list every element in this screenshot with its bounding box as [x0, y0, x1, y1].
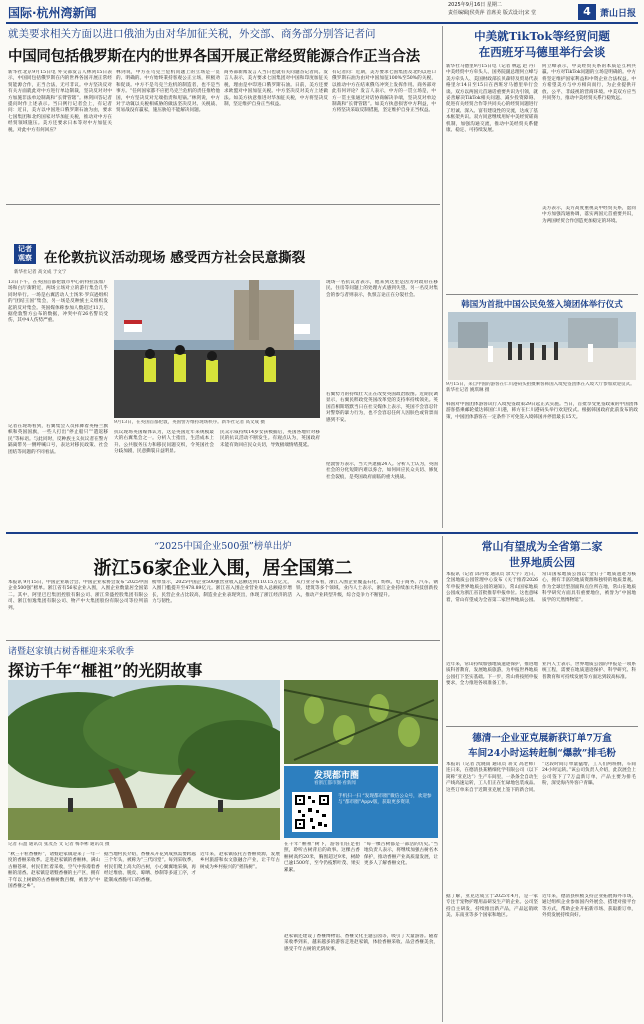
torreya-tree-photo	[8, 680, 280, 840]
zhuji-pre-title: 诸暨赵家镇古树香榧迎来采收季	[8, 647, 135, 657]
tiktok-title-1: 中美就TikTok等经贸问题	[474, 29, 610, 43]
zj500-pre-title: “2025中国企业500强”榜单出炉	[154, 541, 292, 552]
divider	[446, 294, 638, 295]
qr-text: 手机扫一扫 “发现都市圈”微信公众号，欢迎参与“都市圈”Appv版，获取更多资讯	[338, 794, 432, 806]
qr-title: 发现都市圈	[314, 771, 360, 781]
protest-col-3: 抗议现场英国媒体认为，这是英国近年来规模最大的右翼集会之一。分析人士指出，生活成本上升、公共服务压力和移民问题交织，令英国社会分歧加剧，民意撕裂日益明显。	[114, 430, 214, 455]
column-tag	[14, 244, 36, 264]
tiktok-col-1: 新华社马德里9月15日电（记者 林远 赵 丹）中美经贸中方牵头人、国务院副总理何立峰与美方牵头人、美国财政部长贝森特及贸易代表格里尔14日至15日在西班牙马德里举行会谈。双方以两国元首通话重要共识为引领，就妥善解决TikTok相关问题、减少投资障碍、促进有关经贸合作等共同关心的经贸问题进行了坦诚、深入、富有建设性的交流，达成了基本框架共识。双方同意继续用好中美经贸磋商机制，加强沟通交流，推动中美经贸关系健康、稳定、可持续发展。	[446, 64, 538, 134]
tag-line-2: 观察	[18, 254, 32, 262]
tiktok-col-3: 美方表示，美方高度重视美中经贸关系，愿同中方加强沟通协调，落实两国元首重要共识，为两国经贸合作创造更加稳定的环境。	[542, 206, 636, 224]
qr-subtitle: 看浙江都市圈·看新闻	[314, 781, 356, 786]
lead-col-1: 新华社北京9月15日电 外交部发言人林剑15日表示，中国同包括俄罗斯在内的世界各国开展正常经贸能源合作，正当合法，无可非议。中方坚决反对有关方面就此对中方进行单边制裁，坚决反对对中方加施非法单边制裁和“长臂管辖”。林剑回答记者提问时作上述表示。当日例行记者会上，有记者问：近日，美方以中国进口俄罗斯石油为由，要求七国集团和北约国家对华加征关税，推动对中方在经贸领域施压。美方还要求日本等对中方加征关税。对此中方有何回应？	[8, 70, 112, 133]
divider	[446, 726, 638, 727]
page-number: 4	[578, 4, 596, 20]
deqing-col-4: 近年来，德清县积极支持企业拓展海外市场，通过组织企业参加国内外展会、搭建对接平台等方式，帮助企业开拓新市场、获取新订单，外贸发展持续向好。	[542, 894, 636, 919]
changshan-col-3: 近年来，常山持续加强地质遗迹保护，推进地质科普教育，发展地质旅游，为申报世界地质公园打下坚实基础。下一步，常山将按照申报要求，全力推进各项准备工作。	[446, 662, 538, 687]
deqing-title-1: 德清一企业亚克展新获订单7万盒	[472, 733, 612, 744]
zj500-col-1: 本报讯 9月15日，中国企业联合会、中国企业家协会发布“2025中国企业500强”榜单。浙江省有56家企业入围，入围企业数量居全国第二。其中，阿里巴巴集团控股有限公司、浙江荣盛控股集团有限公司、浙江恒逸集团有限公司、物产中大集团股份有限公司等位列前列。	[8, 580, 148, 611]
korea-title: 韩国为首批中国公民免签入境团体举行仪式	[461, 300, 623, 310]
section-rule	[6, 532, 638, 534]
column-divider	[442, 536, 443, 1022]
korea-ceremony-photo	[448, 312, 636, 380]
zhuji-col-1: “秋三千粒香榧籽”，诸暨赵家镇迎来了一年一度的香榧采收季。走进赵家镇的香榧林，满山古榧苍翠，村民们忙着采收，空气中弥漫着香榧的清香。赵家镇是诸暨香榧的主产区，拥有千年以上树龄的古香榧树数百棵，被誉为“中国香榧之乡”。	[8, 852, 100, 890]
changshan-title-1: 常山有望成为全省第二家	[481, 540, 603, 553]
tiktok-col-2: 何立峰表示，中美经贸关系的本质是互利共赢。中方对TikTok问题的立场是明确的。中方将坚定维护国家利益和中资企业合法权益。中方希望美方与中方相向而行，为企业提供开放、公平、非歧视的营商环境。中美双方应当共同努力，推动中美经贸关系行稳致远。	[542, 64, 636, 102]
column-divider	[442, 26, 443, 528]
header-rule	[6, 22, 638, 24]
section-title: 国际·杭州湾新闻	[8, 6, 97, 20]
divider	[6, 204, 440, 205]
deqing-col-3: 据了解，亚克达成立于2025年4月，是一家专注于宠物护理用品研发生产的企业。公司坚持自主研发，持续推出新产品，产品远销欧美、东南亚等多个国家和地区。	[446, 894, 538, 919]
zhuji-col-5: “每一棵古树都是一部活的历史。”当地负责人表示，将继续加强古树名木保护，推动香榧产业高质量发展，让更多人了解香榧文化。	[364, 842, 438, 867]
lead-col-2: 林剑说，中方在乌克兰危机问题上的立场是一贯的、明确的。中方始终秉持客观公正立场，积极劝和促谈。中方不是乌克兰危机的制造者，也不是当事方。“任何国家都不应把乌克兰危机的责任推给他国，中方坚决反对无端指责和甩锅。”林剑说，中方对于动辄以关税相威胁的做法坚决反对。关税战、贸易战没有赢家，施压胁迫不能解决问题。	[116, 70, 220, 114]
tiktok-title-2: 在西班牙马德里举行会谈	[478, 45, 606, 59]
zhuji-col-4: 在千年“榧祖”树下，游客们驻足拍照，聆听古树背后的故事。这棵古香榧树高约20米，胸围超过9米，树龄已逾1500年，至今仍枝繁叶茂、果实累累。	[284, 842, 360, 873]
lead-pre-title: 就美要求相关方面以进口俄油为由对华加征关税，外交部、商务部分别答记者问	[8, 28, 376, 40]
divider	[6, 640, 440, 641]
korea-text: 韩国对中国团体游客试行入境免签政策29日起正式实施。当日，首批享受免签政策的中国团体游客搭乘邮轮抵达韩国仁川港，韩方在仁川港码头举行欢迎仪式。根据韩国政府此前发布的政策，中国团体游客在一定条件下可免签入境韩国并停留最长15天。	[446, 402, 638, 420]
protest-col-6: 右翼势力的持续壮大正在改变英国政治版图。近期民调显示，右翼民粹政党英国改革党的支持率持续领先。英国首相斯塔默当日在社交媒体上表示，英国不会容忍针对警察的暴力行为，也不会容忍任何人因肤色或背景而感到不安。	[326, 392, 438, 423]
masthead-logo: 萧山日报	[600, 9, 637, 19]
changshan-col-4: 业内人士表示，世界地质公园的申报是一项系统工程，需要在地质遗迹保护、科学研究、科普教育和可持续发展等方面达到较高标准。	[542, 662, 636, 680]
zhuji-col-3: 近年来，赵家镇依托古香榧资源，发展乡村旅游和农文旅融合产业，让千年古树成为乡村振兴的“摇钱树”。	[200, 852, 280, 870]
zj500-title: 浙江56家企业入围，居全国第二	[93, 558, 353, 579]
deqing-col-1: 本报讯（记者 沈晓雨 通讯员 蒋文 高老师）连日来，在德清县某精细化学有限公司（以下简称“亚克达”）生产车间里，一条条全自动生产线高速运转，工人们正在忙碌地包装成品。这些订单来自于近期亚克展上签下的新合同。	[446, 762, 538, 793]
changshan-title-2: 世界地质公园	[509, 556, 575, 569]
zhuji-title: 探访千年“榧祖”的光阴故事	[8, 661, 203, 680]
deqing-col-2: “这段时间订单量猛增，工人们两班倒，车间24小时运转。”该公司负责人介绍，此次展会上公司签下了7万盒新订单，产品主要为排毛粉，深受海内外客户青睐。	[542, 762, 636, 787]
deqing-title-2: 车间24小时运转赶制“爆款”排毛粉	[468, 748, 616, 759]
torreya-nuts-photo	[284, 680, 438, 764]
header-date: 2025年9月16日 星期二	[448, 2, 502, 8]
qr-code[interactable]	[292, 792, 332, 832]
protest-byline: 新华社记者 高文成 于文宁	[14, 270, 67, 275]
lead-col-3: 商务部新闻发言人当日也就有关问题答记者问。发言人表示，美方要求七国集团对中国和印度加征关税，理由是中印进口俄罗斯石油。日前，美方还要求欧盟对中国加征关税。中方坚决反对美方上述做法。如美方执意推进对华加征关税，中方将坚决反制，坚定维护自身正当权益。	[224, 70, 328, 108]
protest-col-4: 民众示威持续14岁女孩被捕后，英国各地针对移民的抗议活动不断发生。有观点认为，英国政府未能有效回应民众关切，导致极端情绪蔓延。	[220, 430, 320, 448]
lead-title: 中国同包括俄罗斯在内的世界各国开展正常经贸能源合作正当合法	[8, 48, 420, 65]
tag-line-1: 记者	[18, 245, 32, 253]
protest-photo-caption: 9月13日，在英国首都伦敦，英国警方维持现场秩序。新华社记者 高文成 摄	[114, 420, 265, 425]
zj500-col-2: 榜单显示，2025中国企业500强营业收入总额达到110.15万亿元，入围门槛提升至478.89亿元。浙江省入围企业营业收入总额稳步增长，民营企业占比较高，制造业企业表现突出，体现了浙江经济的活力与韧性。	[152, 580, 292, 605]
lead-col-4: 有记者问：近期，美方要求七国集团及北约以进口俄罗斯石油为由对中国加征100%至50%的关税，以推动中方在结束俄乌冲突上发挥作用。商务部对此有何评论？发言人表示，中方的一贯立场是，中方一贯主张通过对话协商解决争端，坚决反对单边制裁和“长臂管辖”。如美方执意损害中方利益，中方将坚决采取反制措施，坚定维护自身正当权益。	[332, 70, 436, 114]
changshan-col-2: 常山国家地质公园以“金钉子”地质遗迹为核心，拥有丰富的地质资源和独特的地质景观。作为全球层型剖面和点位所在地，常山在地质科学研究方面具有重要地位，被誉为“中国地质学的天然博物馆”。	[542, 572, 636, 603]
protest-col-1: 13日下午，在英国首都伦敦市中心的特拉法加广场和白厅街附近，两场立场对立的游行集会几乎同时举行。一场是右翼活动人士汤米·罗宾逊组织的“团结王国”集会，另一场是反种族主义组织发起的反对集会。英国媒体称参加人数超过11万。据伦敦警方公布的数据，冲突中有26名警员受伤，其中4人伤势严重。	[8, 280, 108, 324]
header-editors: 责任编辑|侯英萍 首席美 版式设计|宋 堂	[448, 10, 537, 16]
korea-photo-caption: 9月15日，来自中国的游客在仁川港码头拍摄乘客韩国入境免签团体在入境大厅参加欢迎仪式。新华社记者 姚琪琳 摄	[446, 382, 635, 393]
changshan-col-1: 本报讯（记者 邱丹莺 通讯员 余天宇）近日，全国地质公园管理中心发布《关于推荐2026年申报世界地质公园的通知》，常山国家地质公园成为浙江省首批推荐申报单位。这也意味着，常山有望成为全省第二家世界地质公园。	[446, 572, 538, 603]
protest-title: 在伦敦抗议活动现场 感受西方社会民意撕裂	[44, 250, 306, 266]
zj500-col-3: 从行业分布看，浙江入围企业覆盖石化、纺织、电子商务、汽车、钢铁、建筑等多个领域。业内人士表示，浙江企业持续加大科技创新投入，推动产业转型升级，综合竞争力不断提升。	[296, 580, 438, 598]
protest-col-7: 伦敦警方表示，当天共逮捕24人。分析人士认为，英国社会的分化短期内难以弥合，如何回应民众关切、修复社会裂痕，是英国政府面临的重大挑战。	[326, 462, 438, 480]
protest-photo	[114, 280, 320, 418]
zhuji-col-2: 据当地村民介绍，香榧从开花到成熟需要跨越三个年头，被称为“三代同堂”。每到采收季，村民们爬上高大的古树，小心翼翼地采摘，再经过堆放、脱皮、晾晒、炒制等多道工序，才能制成香脆可口的香榧。	[104, 852, 196, 883]
qr-panel	[284, 766, 438, 838]
protest-col-2: 记者在现场看到，右翼集会人员挥舞着英格兰旗帜和英国国旗，一些人打出“停止船只”“遣返移民”等标语。与此同时，反种族主义抗议者在警方隔离带另一侧呼喊口号，表达对移民政策、社会团结等问题的不同看法。	[8, 424, 108, 455]
zhuji-col-6: 赵家镇还建设了香榧博物馆、香榧文化主题公园等，吸引了大量游客。随着采收季到来，越来越多的游客走进赵家镇，体验香榧采收、品尝香榧美食，感受千年古树的光阴故事。	[284, 934, 438, 952]
zhuji-photo-caption: 记者 石盈 通讯员 张茂杰 文 记者 梅李彬 通讯员 摄	[8, 842, 110, 847]
protest-col-5: 现场一名抗议者表示，他来到这里是因为对政府在移民、住房等问题上的处理方式感到失望。另一名反对集会的参与者则表示，仇恨言论正在分裂社会。	[326, 280, 438, 298]
